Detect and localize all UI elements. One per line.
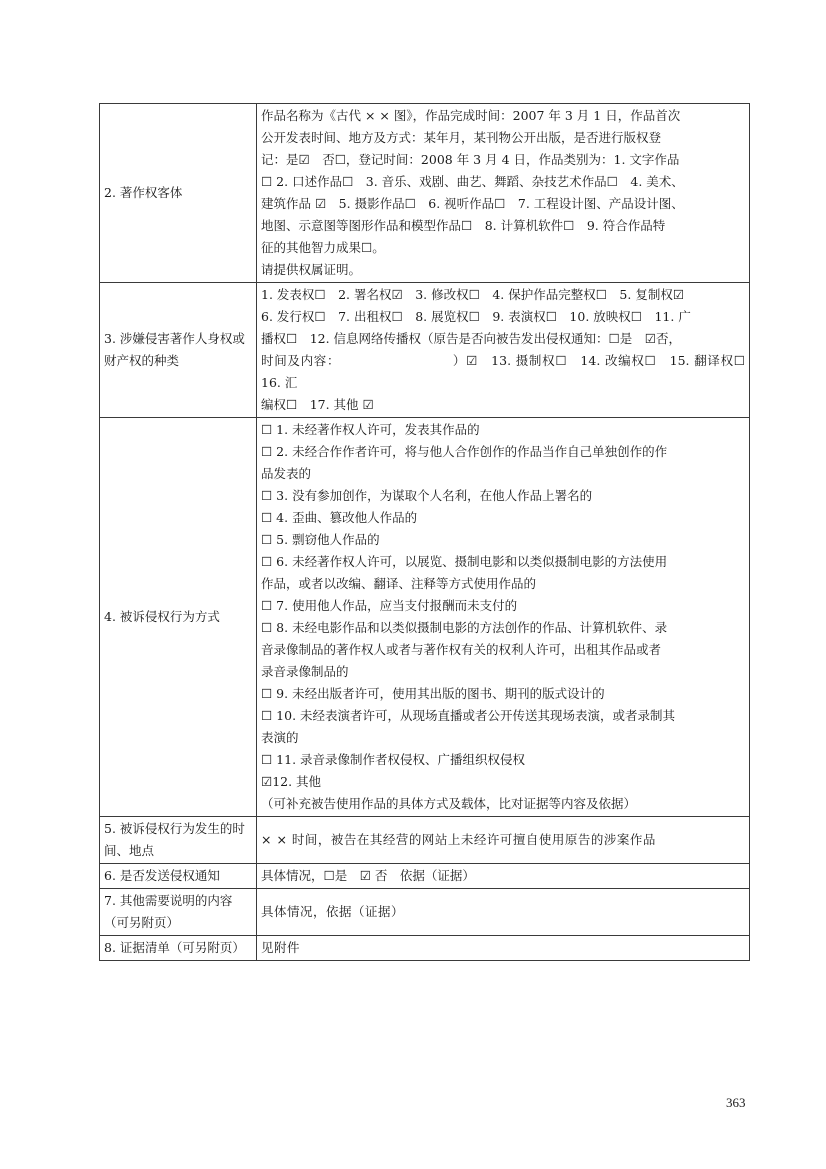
row-label-evidence-list: 8. 证据清单（可另附页） bbox=[100, 936, 257, 961]
row-content-infringement-method bbox=[257, 418, 750, 817]
text-fragment: 时间及内容： bbox=[261, 353, 341, 368]
row-content-time-place: × × 时间，被告在其经营的网站上未经许可擅自使用原告的涉案作品 bbox=[257, 817, 750, 864]
row-label-infringement-method: 4. 被诉侵权行为方式 bbox=[100, 418, 257, 817]
table-row bbox=[100, 817, 750, 864]
table-row bbox=[100, 936, 750, 961]
text-line: ☐ 8. 未经电影作品和以类似摄制电影的方法创作的作品、计算机软件、录 bbox=[261, 620, 668, 635]
text-line: 建筑作品 ☑ 5. 摄影作品☐ 6. 视听作品☐ 7. 工程设计图、产品设计图、 bbox=[261, 196, 684, 211]
row-label-other-notes: 7. 其他需要说明的内容（可另附页） bbox=[100, 889, 257, 936]
text-line: 征的其他智力成果☐。 bbox=[261, 240, 385, 255]
text-line: 播权☐ 12. 信息网络传播权（原告是否向被告发出侵权通知：☐是 ☑否， bbox=[261, 331, 681, 346]
text-line: ☐ 6. 未经著作权人许可，以展览、摄制电影和以类似摄制电影的方法使用 bbox=[261, 554, 668, 569]
text-line: ☐ 3. 没有参加创作，为谋取个人名利，在他人作品上署名的 bbox=[261, 488, 593, 503]
table-row bbox=[100, 104, 750, 283]
text-line: ☐ 2. 未经合作作者许可，将与他人合作创作的作品当作自己单独创作的作 bbox=[261, 444, 668, 459]
text-line: 公开发表时间、地方及方式：某年月，某刊物公开出版，是否进行版权登 bbox=[261, 130, 662, 145]
text-line: 音录像制品的著作权人或者与著作权有关的权利人许可，出租其作品或者 bbox=[261, 642, 662, 657]
row-label-rights-type: 3. 涉嫌侵害著作人身权或财产权的种类 bbox=[100, 283, 257, 418]
text-line: 请提供权属证明。 bbox=[261, 262, 362, 277]
text-line: 录音录像制品的 bbox=[261, 664, 349, 679]
text-line: ☐ 10. 未经表演者许可，从现场直播或者公开传送其现场表演，或者录制其 bbox=[261, 708, 676, 723]
text-line: 作品，或者以改编、翻译、注释等方式使用作品的 bbox=[261, 576, 537, 591]
text-line: 1. 发表权☐ 2. 署名权☑ 3. 修改权☐ 4. 保护作品完整权☐ 5. 复制权☑ bbox=[261, 287, 685, 302]
text-line: ☐ 1. 未经著作权人许可，发表其作品的 bbox=[261, 422, 480, 437]
row-label-notice-sent: 6. 是否发送侵权通知 bbox=[100, 864, 257, 889]
text-line: 品发表的 bbox=[261, 466, 312, 481]
row-label-time-place: 5. 被诉侵权行为发生的时间、地点 bbox=[100, 817, 257, 864]
text-line: 编权☐ 17. 其他 ☑ bbox=[261, 397, 374, 412]
text-line: ☐ 5. 剽窃他人作品的 bbox=[261, 532, 380, 547]
row-content-evidence-list: 见附件 bbox=[257, 936, 750, 961]
text-line: ☑12. 其他 bbox=[261, 774, 322, 789]
text-line: 作品名称为《古代 × × 图》，作品完成时间：2007 年 3 月 1 日，作品首次 bbox=[261, 108, 681, 123]
row-label-copyright-object: 2. 著作权客体 bbox=[100, 104, 257, 283]
table-row bbox=[100, 864, 750, 889]
text-line: ☐ 11. 录音录像制作者权侵权、广播组织权侵权 bbox=[261, 752, 526, 767]
text-line: 表演的 bbox=[261, 730, 299, 745]
row-content-copyright-object bbox=[257, 104, 750, 283]
row-content-rights-type bbox=[257, 283, 758, 418]
text-fragment: ）☑ 13. 摄制权☐ 14. 改编权☐ 15. 翻译权☐ 16. 汇 bbox=[261, 353, 758, 390]
row-content-notice-sent: 具体情况，☐是 ☑ 否 依据（证据） bbox=[257, 864, 750, 889]
text-line: （可补充被告使用作品的具体方式及载体，比对证据等内容及依据） bbox=[261, 796, 637, 811]
text-line: 6. 发行权☐ 7. 出租权☐ 8. 展览权☐ 9. 表演权☐ 10. 放映权☐ 11. 广 bbox=[261, 309, 691, 324]
text-line: ☐ 4. 歪曲、篡改他人作品的 bbox=[261, 510, 418, 525]
complaint-form-table bbox=[99, 103, 758, 961]
text-line: 记：是☑ 否☐，登记时间：2008 年 3 月 4 日，作品类别为：1. 文字作品 bbox=[261, 152, 680, 167]
text-line: ☐ 7. 使用他人作品，应当支付报酬而未支付的 bbox=[261, 598, 518, 613]
page-number: 363 bbox=[726, 1095, 746, 1110]
text-line: ☐ 9. 未经出版者许可，使用其出版的图书、期刊的版式设计的 bbox=[261, 686, 605, 701]
table-row bbox=[100, 889, 750, 936]
text-line: 地图、示意图等图形作品和模型作品☐ 8. 计算机软件☐ 9. 符合作品特 bbox=[261, 218, 666, 233]
table-row bbox=[100, 418, 750, 817]
table-row bbox=[100, 283, 750, 418]
text-line: ☐ 2. 口述作品☐ 3. 音乐、戏剧、曲艺、舞蹈、杂技艺术作品☐ 4. 美术、 bbox=[261, 174, 684, 189]
row-content-other-notes: 具体情况，依据（证据） bbox=[257, 889, 750, 936]
text-line bbox=[261, 350, 758, 394]
